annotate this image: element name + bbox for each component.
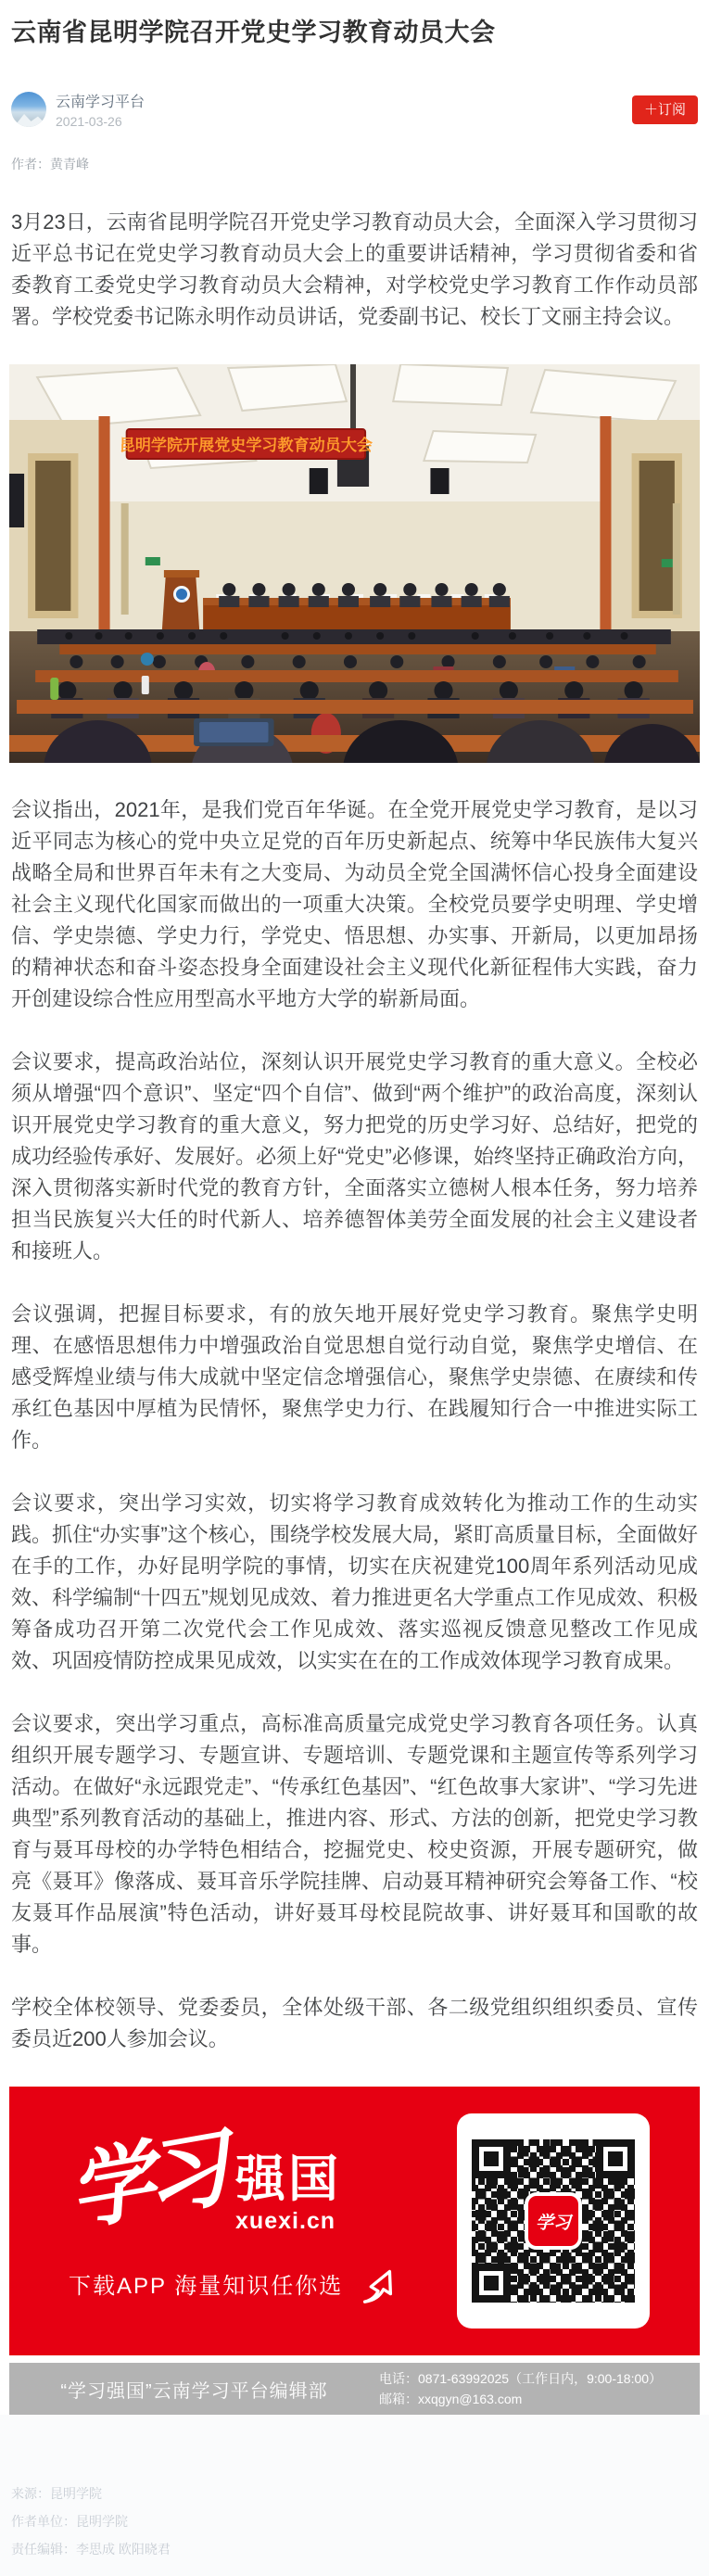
paragraph-2: 会议指出，2021年，是我们党百年华诞。在全党开展党史学习教育，是以习近平同志为核心的党中央立足党的百年历史新起点、统筹中华民族伟大复兴战略全局和世界百年未有之大变局、为动员全党全国满怀信心投身全面建设社会主义现代化国家而做出的一项重大决策。全校党员要学史明理、学史增信、学史崇德、学史力行，学党史、悟思想、办实事、开新局，以更加昂扬的精神状态和奋斗姿态投身全面建设社会主义现代化新征程伟大实践，奋力开创建设综合性应用型高水平地方大学的崭新局面。 bbox=[11, 798, 698, 1010]
article-photo bbox=[9, 364, 700, 763]
cursor-arrow-icon bbox=[356, 2263, 399, 2305]
platform-avatar[interactable] bbox=[11, 92, 46, 127]
author-line: 作者：黄青峰 bbox=[11, 157, 89, 171]
paragraph-5: 会议要求，突出学习实效，切实将学习教育成效转化为推动工作的生动实践。抓住“办实事”这个核心，围绕学校发展大局，紧盯高质量目标，全面做好在手的工作，办好昆明学院的事情，切实在庆祝建党100周年系列活动见成效、科学编制“十四五”规划见成效、着力推进更名大学重点工作见成效、积极筹备成功召开第二次党代会工作见成效、落实巡视反馈意见整改工作见成效、巩固疫情防控成果见成效，以实实在在的工作成效体现学习教育成果。 bbox=[11, 1491, 698, 1672]
paragraph-3: 会议要求，提高政治站位，深刻认识开展党史学习教育的重大意义。全校必须从增强“四个意识”、坚定“四个自信”、做到“两个维护”的政治高度，深刻认识开展党史学习教育的重大意义，努力把党的历史学习好、总结好，把党的成功经验传承好、发展好。必须上好“党史”必修课，始终坚持正确政治方向，深入贯彻落实新时代党的教育方针，全面落实立德树人根本任务，努力培养担当民族复兴大任的时代新人、培养德智体美劳全面发展的社会主义建设者和接班人。 bbox=[11, 1050, 698, 1263]
conference-photo-illustration bbox=[9, 364, 700, 763]
xuexi-domain: xuexi.cn bbox=[235, 2207, 336, 2234]
paragraph-6: 会议要求，突出学习重点，高标准高质量完成党史学习教育各项任务。认真组织开展专题学习、专题宣讲、专题培训、专题党课和主题宣传等系列学习活动。在做好“永远跟党走”、“传承红色基因”、“红色故事大家讲”、“学习先进典型”系列教育活动的基础上，推进内容、形式、方法的创新，把党史学习教育与聂耳母校的办学特色相结合，挖掘党史、校史资源，开展专题研究，做亮《聂耳》像落成、聂耳音乐学院挂牌、启动聂耳精神研究会筹备工作、“校友聂耳作品展演”特色活动，讲好聂耳母校昆院故事、讲好聂耳和国歌的故事。 bbox=[11, 1712, 698, 1956]
contact-phone: 电话：0871-63992025（工作日内，9:00-18:00） bbox=[379, 2371, 663, 2386]
article-footer bbox=[0, 2415, 709, 2576]
qiangguo-logo: 强国 bbox=[235, 2151, 342, 2207]
contact-bar bbox=[9, 2363, 700, 2415]
author-unit-line: 作者单位：昆明学院 bbox=[11, 2514, 128, 2529]
paragraph-7: 学校全体校领导、党委委员，全体处级干部、各二级党组织组织委员、宣传委员近200人参加会议。 bbox=[11, 1996, 698, 2050]
contact-info bbox=[379, 2363, 700, 2415]
qr-finder-top-left bbox=[472, 2139, 511, 2178]
paragraph-1: 3月23日，云南省昆明学院召开党史学习教育动员大会，全面深入学习贯彻习近平总书记在党史学习教育动员大会上的重要讲话精神，学习贯彻省委和省委教育工委党史学习教育动员大会精神，对学校党史学习教育工作作动员部署。学校党委书记陈永明作动员讲话，党委副书记、校长丁文丽主持会议。 bbox=[11, 210, 698, 328]
contact-email: 邮箱：xxqgyn@163.com bbox=[379, 2392, 523, 2406]
xuexi-app-icon: 学习 bbox=[525, 2192, 582, 2250]
qr-finder-top-right bbox=[596, 2139, 635, 2178]
source-line: 来源：昆明学院 bbox=[11, 2486, 102, 2501]
qr-code bbox=[472, 2139, 635, 2303]
qr-finder-bottom-left bbox=[472, 2264, 511, 2303]
subscribe-button[interactable]: ＋订阅 bbox=[632, 95, 698, 124]
page-title: 云南省昆明学院召开党史学习教育动员大会 bbox=[11, 19, 496, 46]
promo-banner[interactable] bbox=[9, 2087, 700, 2355]
source-meta bbox=[56, 90, 145, 129]
editorial-name: “学习强国”云南学习平台编辑部 bbox=[60, 2380, 328, 2402]
xuexi-script-logo: 学习 bbox=[61, 2121, 228, 2241]
promo-tagline: 下载APP 海量知识任你选 bbox=[69, 2274, 344, 2299]
source-row bbox=[11, 90, 698, 129]
editors-line: 责任编辑：李思成 欧阳晓君 bbox=[11, 2542, 171, 2557]
led-banner-text: 昆明学院开展党史学习教育动员大会 bbox=[119, 437, 373, 454]
qr-panel bbox=[457, 2113, 650, 2329]
platform-name[interactable]: 云南学习平台 bbox=[56, 95, 146, 110]
promo-logo-block bbox=[9, 2121, 457, 2305]
publish-date: 2021-03-26 bbox=[56, 114, 122, 129]
paragraph-4: 会议强调，把握目标要求，有的放矢地开展好党史学习教育。聚焦学史明理、在感悟思想伟力中增强政治自觉思想自觉行动自觉，聚焦学史增信、在感受辉煌业绩与伟大成就中坚定信念增强信心，聚焦学史崇德、在赓续和传承红色基因中厚植为民情怀，聚焦学史力行、在践履知行合一中推进实际工作。 bbox=[11, 1302, 698, 1452]
